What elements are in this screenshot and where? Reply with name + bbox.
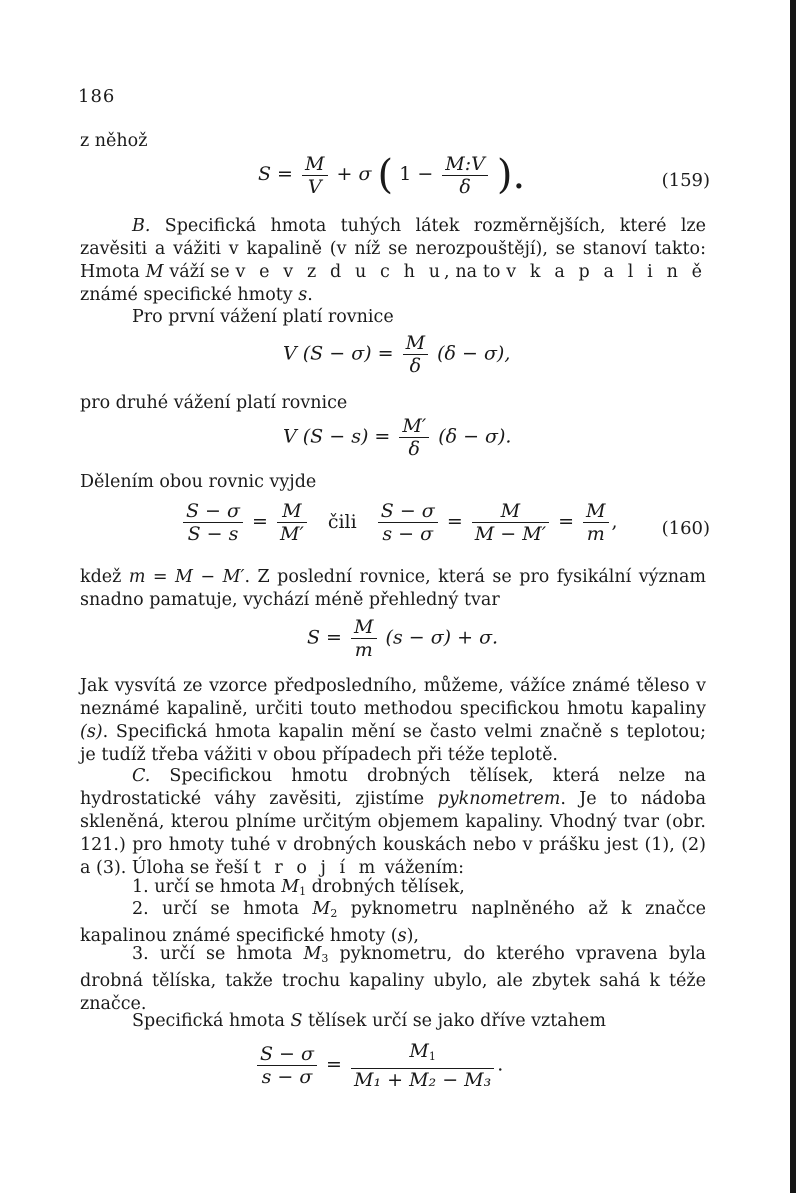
page-number: 186	[78, 86, 116, 107]
page-edge-shadow	[790, 0, 796, 1193]
eq159-open-paren: (	[377, 152, 394, 198]
equation-159	[258, 152, 525, 198]
step-1: 1. určí se hmota $M_1$ drobných tělísek,	[132, 877, 465, 898]
intro-text: z něhož	[80, 131, 148, 151]
paragraph-obvious: Jak vysvítá ze vzorce předposledního, můžeme, vážíce známé těleso v neznámé kapalině, určiti touto methodou specifickou hmotu kapaliny (s). Specifická hmota kapalin mění se často velmi značně s teplotou; je tudíž třeba vážiti v obou případech při téže teplotě.	[80, 676, 706, 765]
eq159-plus-sigma: + σ	[336, 163, 372, 185]
equation-number-160: (160)	[661, 518, 710, 539]
final-text: Specifická hmota S tělísek určí se jako dříve vztahem	[132, 1011, 606, 1031]
step-2: 2. určí se hmota $M_2$ pyknometru naplněného až k značce kapalinou známé specifické hmoty (s),	[80, 899, 707, 946]
equation-first-weighing: V (S − σ) = $\frac{M}{\delta}$ (δ − σ),	[283, 332, 511, 377]
eq159-frac-mv-delta: $\frac{M:V}{\delta}$	[442, 153, 488, 198]
first-weighing-text: Pro první vážení platí rovnice	[132, 307, 394, 327]
equation-final: $\frac{S - \sigma}{s - \sigma}$ = $\frac{M_1}{\text{M₁ + M₂ − M₃}}$ .	[254, 1040, 503, 1091]
step-3: 3. určí se hmota $M_3$ pyknometru, do kterého vpravena byla drobná tělíska, takže trochu kapaliny ubylo, ale zbytek sahá k téže značce.	[80, 944, 706, 1014]
where-paragraph: kdež m = M − M′. Z poslední rovnice, která se pro fysikální význam snadno pamatuje, vychází méně přehledný tvar	[80, 567, 707, 610]
equation-number-159: (159)	[661, 170, 710, 191]
division-text: Dělením obou rovnic vyjde	[80, 472, 317, 492]
eq159-one: 1 −	[399, 163, 434, 185]
paragraph-b: B. Specifická hmota tuhých látek rozměrnějších, které lze zavěsiti a vážiti v kapalině (v níž se nerozpouštějí), se stanoví takto: Hmota M váží se v e v z d u c h u, na to v k a p a l i n ě známé specifické hmoty s.	[80, 216, 706, 305]
eq159-lhs: S =	[258, 163, 293, 185]
equation-160: $\frac{S - \sigma}{S - s}$ = $\frac{M}{M'}$ čili $\frac{S - \sigma}{s - \sigma}$ = $\frac{M}{M - M'}$ = $\frac{M}{m}$ ,	[180, 500, 618, 545]
eq159-close-paren: ).	[496, 152, 526, 198]
paragraph-c: C. Specifickou hmotu drobných tělísek, která nelze na hydrostatické váhy zavěsiti, zjistíme pyknometrem. Je to nádoba skleněná, kterou plníme určitým objemem kapaliny. Vhodný tvar (obr. 121.) pro hmoty tuhé v drobných kouskách nebo v prášku jest (1), (2) a (3). Úloha se řeší t r o j í m vážením:	[80, 766, 707, 878]
equation-second-weighing: V (S − s) = $\frac{M'}{\delta}$ (δ − σ).	[283, 415, 512, 460]
equation-s-form: S = $\frac{M}{m}$ (s − σ) + σ.	[307, 616, 499, 661]
eq159-frac-m-v: $\frac{M}{V}$	[302, 153, 327, 198]
second-weighing-text: pro druhé vážení platí rovnice	[80, 393, 348, 413]
